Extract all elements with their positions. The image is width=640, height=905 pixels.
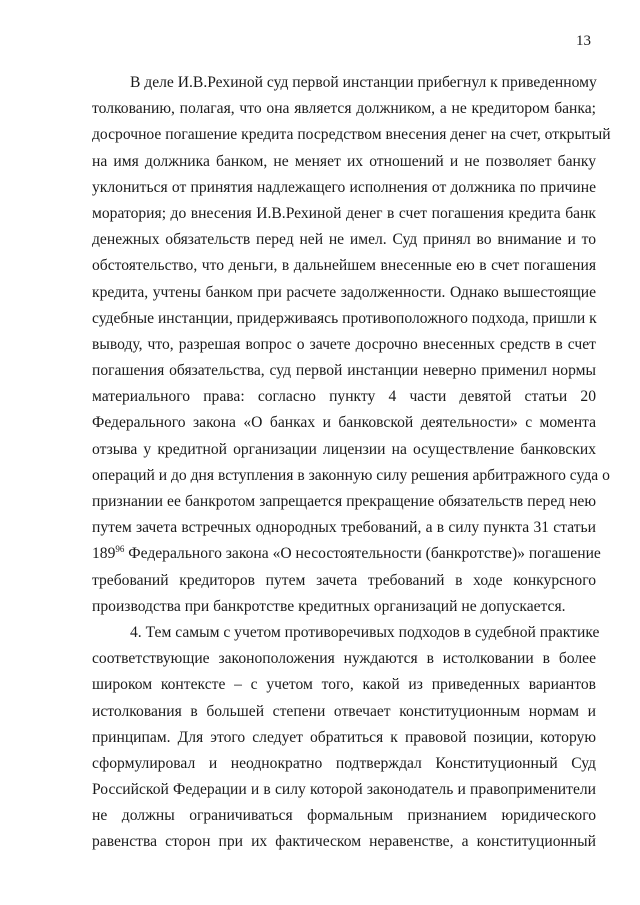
text-line: требований кредиторов путем зачета требований в ходе конкурсного (92, 571, 596, 589)
text-line: 4. Тем самым с учетом противоречивых подходов в судебной практике (130, 623, 600, 641)
text-line: обстоятельство, что деньги, в дальнейшем внесенные ею в счет погашения (92, 257, 596, 275)
paragraph-2 (92, 620, 600, 856)
text-line: соответствующие законоположения нуждаются в истолковании в более (92, 650, 596, 668)
text-line: сформулировал и неоднократно подтверждал Конституционный Суд (92, 754, 596, 772)
article-superscript: 96 (115, 544, 125, 555)
text-line: равенства сторон при их фактическом неравенстве, а конституционный (92, 833, 596, 851)
text-line: производства при банкротстве кредитных организаций не допускается. (92, 597, 566, 615)
text-line: на имя должника банком, не меняет их отношений и не позволяет банку (92, 152, 596, 170)
text-line: отзыва у кредитной организации лицензии на осуществление банковских (92, 440, 596, 458)
text-line: денежных обязательств перед ней не имел. Суд принял во внимание и то (92, 231, 596, 249)
text-line: принципам. Для этого следует обратиться к правовой позиции, которую (92, 728, 596, 746)
text-line: судебные инстанции, придерживаясь противоположного подхода, пришли к (92, 309, 597, 327)
text-line: путем зачета встречных однородных требований, а в силу пункта 31 статьи (92, 519, 596, 537)
text-line-with-superscript (92, 541, 601, 567)
text-line: досрочное погашение кредита посредством внесения денег на счет, открытый (92, 126, 611, 144)
text-line: кредита, учтены банком при расчете задолженности. Однако вышестоящие (92, 283, 596, 301)
document-body (92, 70, 611, 856)
text-line: операций и до дня вступления в законную силу решения арбитражного суда о (92, 466, 610, 484)
text-line: истолкования в большей степени отвечает конституционным нормам и (92, 702, 596, 720)
text-line: не должны ограничиваться формальным признанием юридического (92, 807, 596, 825)
text-line: В деле И.В.Рехиной суд первой инстанции прибегнул к приведенному (130, 74, 597, 91)
article-number: 189 (92, 545, 116, 563)
text-line: выводу, что, разрешая вопрос о зачете досрочно внесенных средств в счет (92, 335, 596, 353)
text-line: признании ее банкротом запрещается прекращение обязательств перед нею (92, 493, 596, 510)
text-line: Российской Федерации и в силу которой законодатель и правоприменители (92, 781, 596, 799)
line-rest: Федерального закона «О несостоятельности (банкротстве)» погашение (124, 545, 601, 563)
text-line: погашения обязательства, суд первой инстанции неверно применил нормы (92, 362, 596, 380)
text-line: материального права: согласно пункту 4 части девятой статьи 20 (92, 388, 596, 406)
text-line: толкованию, полагая, что она является должником, а не кредитором банка; (92, 100, 596, 118)
paragraph-1 (92, 70, 611, 620)
text-line: Федерального закона «О банках и банковской деятельности» с момента (92, 414, 596, 432)
text-line: уклониться от принятия надлежащего исполнения от должника по причине (92, 178, 596, 196)
text-line: моратория; до внесения И.В.Рехиной денег в счет погашения кредита банк (92, 204, 596, 222)
page-number: 13 (576, 33, 591, 49)
text-line: широком контексте – с учетом того, какой из приведенных вариантов (92, 676, 596, 694)
